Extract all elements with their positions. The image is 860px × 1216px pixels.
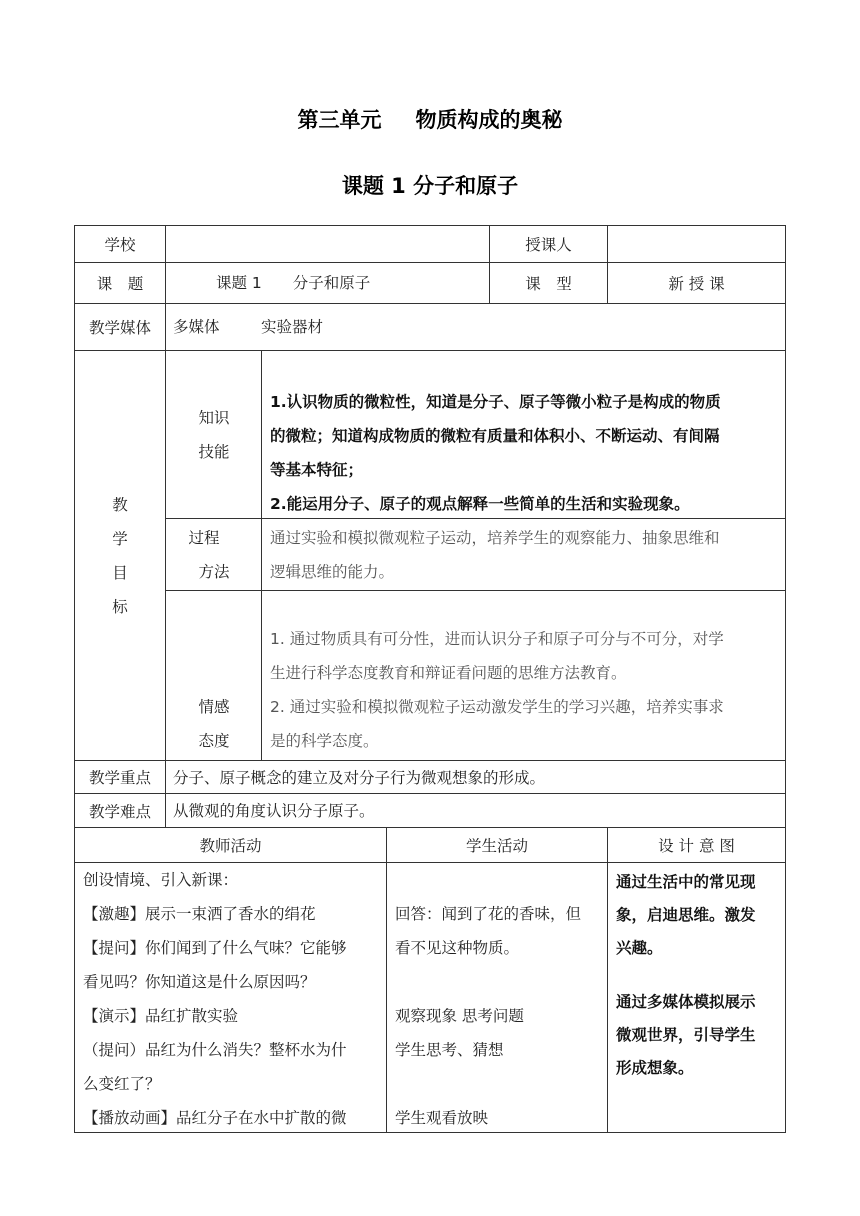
design-p1-line-2: 象，启迪思维。激发 bbox=[616, 906, 756, 924]
school-label: 学校 bbox=[104, 236, 136, 254]
difficulty-value: 从微观的角度认识分子原子。 bbox=[173, 802, 375, 820]
emotion-line-3: 2. 通过实验和模拟微观粒子运动激发学生的学习兴趣，培养实事求 bbox=[270, 698, 724, 716]
teacher-activity-header bbox=[74, 827, 387, 863]
design-intent-header-label: 设 计 意 图 bbox=[658, 837, 735, 855]
knowledge-line-3: 等基本特征； bbox=[270, 461, 364, 479]
topic-label: 课 题 bbox=[96, 275, 144, 293]
emotion-label-2: 态度 bbox=[198, 732, 230, 750]
emotion-line-2: 生进行科学态度教育和辩证看问题的思维方法教育。 bbox=[270, 664, 627, 682]
key-point-value-cell bbox=[165, 760, 786, 794]
teacher-line-6: （提问）品红为什么消失？整杯水为什 bbox=[83, 1041, 347, 1059]
student-think-line: 学生思考、猜想 bbox=[395, 1041, 504, 1059]
process-line-1: 通过实验和模拟微观粒子运动，培养学生的观察能力、抽象思维和 bbox=[270, 529, 720, 547]
emotion-label-cell bbox=[165, 590, 262, 761]
type-value: 新 授 课 bbox=[668, 275, 725, 293]
teacher-value-cell bbox=[607, 225, 786, 263]
unit-name: 物质构成的奥秘 bbox=[415, 108, 563, 132]
difficulty-label: 教学难点 bbox=[88, 802, 151, 821]
student-activity-header bbox=[386, 827, 608, 863]
key-point-label: 教学重点 bbox=[88, 769, 151, 787]
student-observe-line: 观察现象 思考问题 bbox=[395, 1007, 524, 1025]
process-line-2: 逻辑思维的能力。 bbox=[270, 563, 395, 581]
media-label-cell bbox=[74, 303, 166, 351]
school-label-cell bbox=[74, 225, 166, 263]
design-intent-header bbox=[607, 827, 786, 863]
design-p2-line-2: 微观世界，引导学生 bbox=[616, 1026, 756, 1044]
emotion-content-cell bbox=[261, 590, 786, 761]
knowledge-content-cell bbox=[261, 350, 786, 519]
difficulty-value-cell bbox=[165, 793, 786, 828]
design-p2-line-3: 形成想象。 bbox=[616, 1059, 694, 1077]
student-answer-line-2: 看不见这种物质。 bbox=[395, 939, 520, 957]
knowledge-line-4: 2.能运用分子、原子的观点解释一些简单的生活和实验现象。 bbox=[270, 495, 690, 513]
teacher-line-3: 【提问】你们闻到了什么气味？它能够 bbox=[83, 939, 347, 957]
student-answer-line-1: 回答：闻到了花的香味，但 bbox=[395, 905, 582, 923]
type-label: 课 型 bbox=[525, 275, 572, 293]
teacher-line-1: 创设情境、引入新课： bbox=[83, 871, 239, 889]
teacher-line-5: 【演示】品红扩散实验 bbox=[83, 1007, 239, 1025]
process-label-cell bbox=[165, 518, 262, 591]
teacher-label: 授课人 bbox=[525, 236, 572, 254]
teacher-label-cell bbox=[489, 225, 608, 263]
teacher-activity-header-label: 教师活动 bbox=[199, 837, 262, 855]
topic-value-cell bbox=[165, 262, 490, 304]
media-value-2: 实验器材 bbox=[261, 318, 324, 336]
design-p1-line-3: 兴趣。 bbox=[616, 939, 663, 957]
design-intent-cell bbox=[607, 862, 786, 1133]
knowledge-label-cell bbox=[165, 350, 262, 519]
media-label: 教学媒体 bbox=[88, 319, 151, 337]
design-p1-line-1: 通过生活中的常见现 bbox=[616, 873, 756, 891]
knowledge-label-1: 知识 bbox=[198, 409, 230, 427]
key-point-label-cell bbox=[74, 760, 166, 794]
teacher-line-4: 看见吗？你知道这是什么原因吗？ bbox=[83, 973, 316, 991]
knowledge-line-2: 的微粒；知道构成物质的微粒有质量和体积小、不断运动、有间隔 bbox=[270, 427, 720, 445]
school-value-cell bbox=[165, 225, 490, 263]
process-label-1: 过程 bbox=[188, 529, 220, 547]
student-activity-header-label: 学生活动 bbox=[465, 837, 528, 855]
design-p2-line-1: 通过多媒体模拟展示 bbox=[616, 993, 756, 1011]
teacher-line-7: 么变红了？ bbox=[83, 1075, 161, 1093]
lesson-title: 课题 1 分子和原子 bbox=[341, 174, 519, 198]
teacher-activity-cell bbox=[74, 862, 387, 1133]
teacher-line-8: 【播放动画】品红分子在水中扩散的微 bbox=[83, 1109, 347, 1127]
unit-title bbox=[0, 104, 860, 134]
media-value-1: 多媒体 bbox=[173, 318, 220, 336]
type-value-cell bbox=[607, 262, 786, 304]
goals-char-4: 标 bbox=[112, 598, 128, 616]
media-value-cell bbox=[165, 303, 786, 351]
goals-char-3: 目 bbox=[112, 564, 128, 582]
type-label-cell bbox=[489, 262, 608, 304]
goals-char-1: 教 bbox=[112, 496, 128, 514]
knowledge-line-1: 1.认识物质的微粒性，知道是分子、原子等微小粒子是构成的物质 bbox=[270, 393, 721, 411]
topic-label-cell bbox=[74, 262, 166, 304]
goals-char-2: 学 bbox=[112, 530, 128, 548]
student-activity-cell bbox=[386, 862, 608, 1133]
process-label-2: 方法 bbox=[198, 563, 230, 581]
emotion-line-1: 1. 通过物质具有可分性，进而认识分子和原子可分与不可分，对学 bbox=[270, 630, 724, 648]
difficulty-label-cell bbox=[74, 793, 166, 828]
teacher-line-2: 【激趣】展示一束洒了香水的绢花 bbox=[83, 905, 316, 923]
student-watch-line: 学生观看放映 bbox=[395, 1109, 489, 1127]
goals-label-cell bbox=[74, 350, 166, 761]
knowledge-label-2: 技能 bbox=[198, 443, 230, 461]
topic-value: 课题 1 分子和原子 bbox=[216, 274, 371, 292]
unit-number: 第三单元 bbox=[297, 108, 382, 132]
emotion-line-4: 是的科学态度。 bbox=[270, 732, 379, 750]
key-point-value: 分子、原子概念的建立及对分子行为微观想象的形成。 bbox=[173, 769, 546, 787]
process-content-cell bbox=[261, 518, 786, 591]
emotion-label-1: 情感 bbox=[198, 698, 230, 716]
